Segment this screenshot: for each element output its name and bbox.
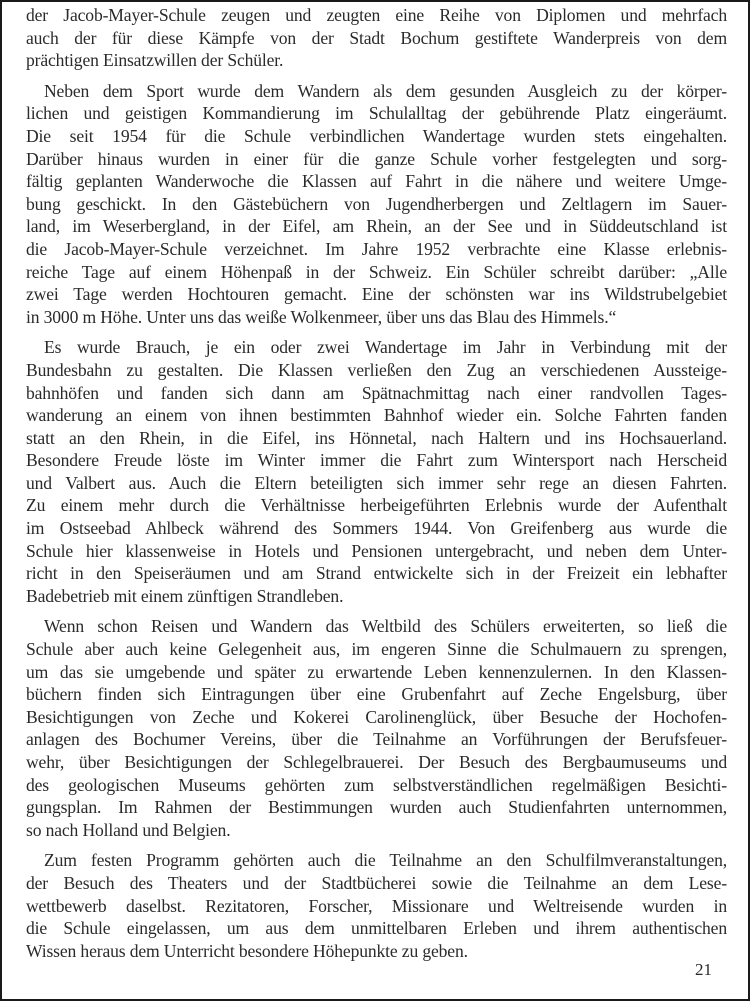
- text-line: Wissen heraus dem Unterricht besondere Höhepunkte zu geben.: [26, 940, 468, 961]
- text-line: Zu einem mehr durch die Verhältnisse herbeigeführten Erlebnis wurde der Aufenthalt: [26, 495, 727, 516]
- text-line: Bundesbahn zu gestalten. Die Klassen verließen den Zug an verschiedenen Aussteige-: [26, 359, 727, 380]
- text-line: richt in den Speiseräumen und am Strand entwickelte sich in der Freizeit ein lebhafter: [26, 563, 727, 584]
- text-line: wehr, über Besichtigungen der Schlegelbrauerei. Der Besuch des Bergbaumuseums und: [26, 752, 727, 772]
- paragraph: [26, 615, 727, 841]
- text-line: lichen und geistigen Kommandierung im Schulalltag der gebührende Platz eingeräumt.: [26, 103, 727, 124]
- text-line: Neben dem Sport wurde dem Wandern als dem gesunden Ausgleich zu der körper-: [44, 80, 727, 101]
- text-line: wanderung an einem von ihnen bestimmten Bahnhof wieder ein. Solche Fahrten fanden: [26, 405, 727, 426]
- text-line: Schule aber auch keine Gelegenheit aus, im engeren Sinne die Schulmauern zu sprengen,: [26, 639, 727, 660]
- text-line: Besondere Freude löste im Winter immer die Fahrt zum Wintersport nach Herscheid: [26, 450, 727, 471]
- text-line: Besichtigungen von Zeche und Kokerei Carolinenglück, über Besuche der Hochofen-: [26, 706, 727, 727]
- text-line: die Schule eingelassen, um aus dem unmittelbaren Erleben und ihrem authentischen: [26, 918, 727, 939]
- text-line: die Jacob-Mayer-Schule verzeichnet. Im Jahre 1952 verbrachte eine Klasse erlebnis-: [26, 238, 727, 259]
- text-line: um das sie umgebende und später zu erwartende Leben kennenzulernen. In den Klassen-: [26, 661, 727, 682]
- text-line: gungsplan. Im Rahmen der Bestimmungen wurden auch Studienfahrten unternommen,: [26, 797, 727, 818]
- text-line: im Ostseebad Ahlbeck während des Sommers 1944. Von Greifenberg aus wurde die: [26, 518, 727, 539]
- text-line: bung geschickt. In den Gästebüchern von Jugendherbergen und Zeltlagern im Sauer-: [26, 193, 727, 214]
- text-line: zwei Tage werden Hochtouren gemacht. Eine der schönsten war ins Wildstrubelgebiet: [26, 284, 727, 305]
- paragraph: [26, 849, 727, 962]
- text-line: Es wurde Brauch, je ein oder zwei Wandertage im Jahr in Verbindung mit der: [44, 337, 727, 358]
- text-line: in 3000 m Höhe. Unter uns das weiße Wolkenmeer, über uns das Blau des Himmels.“: [26, 306, 617, 327]
- text-line: des geologischen Museums gehörten zum selbstverständlichen regelmäßigen Besichti-: [26, 774, 727, 795]
- text-line: der Jacob-Mayer-Schule zeugen und zeugten eine Reihe von Diplomen und mehrfach: [26, 5, 727, 25]
- paragraph: [26, 336, 727, 607]
- text-line: Darüber hinaus wurden in einer für die ganze Schule vorher festgelegten und sorg-: [26, 148, 727, 169]
- text-line: bahnhöfen und fanden sich dann am Spätnachmittag nach einer randvollen Tages-: [26, 382, 727, 403]
- text-line: Die seit 1954 für die Schule verbindlichen Wandertage wurden stets eingehalten.: [26, 125, 727, 146]
- text-line: Badebetrieb mit einem zünftigen Strandleben.: [26, 585, 344, 606]
- text-line: und Valbert aus. Auch die Eltern beteiligten sich immer sehr rege an diesen Fahrten.: [26, 472, 727, 493]
- text-line: der Besuch des Theaters und der Stadtbücherei sowie die Teilnahme an dem Lese-: [26, 872, 727, 893]
- text-line: reiche Tage auf einem Höhenpaß in der Schweiz. Ein Schüler schreibt darüber: „Alle: [26, 261, 727, 282]
- text-line: statt an den Rhein, in die Eifel, ins Hönnetal, nach Haltern und ins Hochsauerland.: [26, 427, 727, 448]
- text-line: Schule hier klassenweise in Hotels und Pensionen untergebracht, und neben dem Unter-: [26, 540, 727, 561]
- text-line: land, im Weserbergland, in der Eifel, am Rhein, an der See und in Süddeutschland ist: [26, 216, 727, 237]
- text-line: prächtigen Einsatzwillen der Schüler.: [26, 50, 284, 71]
- text-line: anlagen des Bochumer Vereins, über die Teilnahme an Vorführungen der Berufsfeuer-: [26, 729, 727, 750]
- text-line: büchern finden sich Eintragungen über eine Grubenfahrt auf Zeche Engelsburg, über: [26, 684, 727, 705]
- text-line: wettbewerb daselbst. Rezitatoren, Forscher, Missionare und Weltreisende wurden in: [26, 895, 727, 916]
- text-line: auch der für diese Kämpfe von der Stadt Bochum gestiftete Wanderpreis von dem: [26, 27, 727, 48]
- text-line: Wenn schon Reisen und Wandern das Weltbild des Schülers erweiterten, so ließ die: [44, 616, 727, 637]
- page-number: 21: [695, 960, 712, 979]
- text-line: Zum festen Programm gehörten auch die Teilnahme an den Schulfilmveranstaltungen,: [44, 850, 727, 871]
- text-line: so nach Holland und Belgien.: [26, 819, 231, 840]
- paragraph: [26, 80, 727, 329]
- paragraph: [26, 4, 727, 72]
- body-text: [26, 4, 727, 970]
- text-line: fältig geplanten Wanderwoche die Klassen auf Fahrt in die nähere und weitere Umge-: [26, 171, 727, 192]
